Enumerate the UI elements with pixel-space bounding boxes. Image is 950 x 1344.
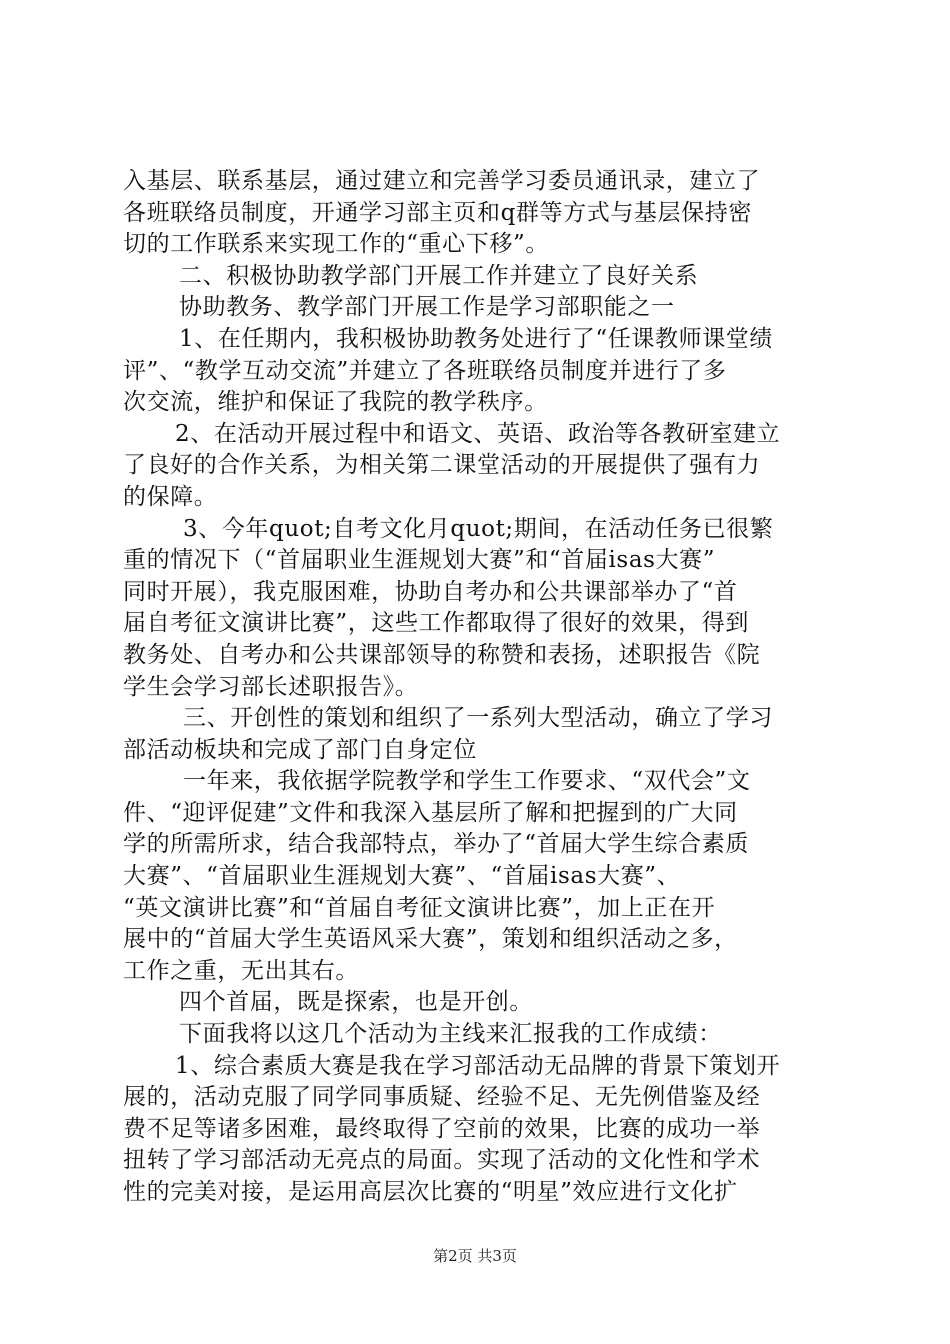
text-line: 1、在任期内，我积极协助教务处进行了“任课教师课堂绩 (179, 325, 773, 352)
text-line: 各班联络员制度，开通学习部主页和q群等方式与基层保持密 (123, 199, 752, 226)
text-line: 2、在活动开展过程中和语文、英语、政治等各教研室建立 (175, 420, 781, 447)
text-line: 1、综合素质大赛是我在学习部活动无品牌的背景下策划开 (175, 1052, 781, 1079)
text-line: 一年来，我依据学院教学和学生工作要求、“双代会”文 (183, 768, 751, 795)
section-heading: 三、开创性的策划和组织了一系列大型活动，确立了学习 (183, 705, 773, 732)
text-line: 入基层、联系基层，通过建立和完善学习委员通讯录，建立了 (123, 168, 761, 194)
text-line: 评”、“教学互动交流”并建立了各班联络员制度并进行了多 (123, 357, 727, 384)
text-line: 工作之重，无出其右。 (123, 957, 359, 984)
text-line: 四个首届，既是探索，也是开创。 (179, 989, 533, 1016)
text-line: 扭转了学习部活动无亮点的局面。实现了活动的文化性和学术 (123, 1147, 761, 1174)
text-line: 教务处、自考办和公共课部领导的称赞和表扬，述职报告《院 (123, 641, 761, 668)
text-line: 展中的“首届大学生英语风采大赛”，策划和组织活动之多， (123, 926, 738, 953)
text-line: 次交流，维护和保证了我院的教学秩序。 (123, 389, 548, 416)
text-line: 费不足等诸多困难，最终取得了空前的效果，比赛的成功一举 (123, 1115, 761, 1142)
text-line: 协助教务、教学部门开展工作是学习部职能之一 (179, 294, 675, 321)
text-line: 下面我将以这几个活动为主线来汇报我的工作成绩： (179, 1021, 722, 1048)
text-line: 同时开展），我克服困难，协助自考办和公共课部举办了“首 (123, 578, 738, 605)
text-line: 届自考征文演讲比赛”，这些工作都取得了很好的效果，得到 (123, 610, 749, 637)
text-line: 3、今年quot;自考文化月quot;期间，在活动任务已很繁 (183, 515, 774, 542)
text-line: 了良好的合作关系，为相关第二课堂活动的开展提供了强有力 (123, 452, 761, 479)
text-line: 重的情况下（“首届职业生涯规划大赛”和“首届isas大赛” (123, 547, 716, 574)
text-line: 大赛”、“首届职业生涯规划大赛”、“首届isas大赛”、 (123, 863, 681, 890)
text-line: “英文演讲比赛”和“首届自考征文演讲比赛”，加上正在开 (123, 894, 716, 921)
document-body (123, 166, 843, 1209)
text-line: 部活动板块和完成了部门自身定位 (123, 736, 477, 763)
text-line: 学生会学习部长述职报告》。 (123, 673, 419, 700)
text-line: 的保障。 (123, 483, 218, 510)
section-heading: 二、积极协助教学部门开展工作并建立了良好关系 (179, 262, 699, 289)
text-line: 性的完美对接，是运用高层次比赛的“明星”效应进行文化扩 (123, 1179, 738, 1205)
text-line: 切的工作联系来实现工作的“重心下移”。 (123, 231, 549, 258)
text-line: 件、“迎评促建”文件和我深入基层所了解和把握到的广大同 (123, 799, 738, 826)
text-line: 展的，活动克服了同学同事质疑、经验不足、无先例借鉴及经 (123, 1084, 761, 1111)
page-footer: 第2页 共3页 (433, 1247, 517, 1265)
text-line: 学的所需所求，结合我部特点，举办了“首届大学生综合素质 (123, 831, 749, 858)
